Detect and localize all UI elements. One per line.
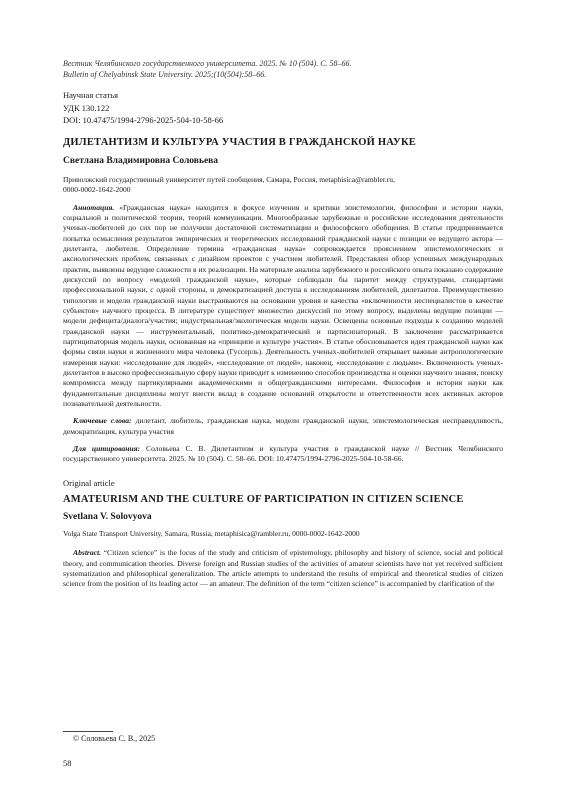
abstract-en-label: Abstract.	[73, 548, 102, 558]
keywords-ru-label: Ключевые слова:	[73, 416, 132, 426]
keywords-ru	[63, 416, 503, 437]
article-meta	[63, 89, 503, 127]
article-type: Научная статья	[63, 90, 119, 100]
abstract-ru	[63, 203, 503, 410]
footnote	[63, 731, 566, 744]
journal-citation-ru: Вестник Челябинского государственного университета. 2025. № 10 (504). С. 58–66.	[63, 59, 352, 68]
copyright-note: © Соловьева С. В., 2025	[73, 734, 156, 743]
affiliation-ru-line2: 0000-0002-1642-2000	[63, 185, 131, 194]
journal-header	[63, 58, 503, 80]
affiliation-ru-line1: Приволжский государственный университет путей сообщения, Самара, Россия, metaphisica@rambler.ru,	[63, 174, 395, 184]
udc-code: УДК 130.122	[63, 102, 110, 113]
journal-citation-en: Bulletin of Chelyabinsk State University. 2025;(10(504):58–66.	[63, 70, 267, 79]
article-type-en: Original article	[63, 477, 115, 488]
footnote-rule	[63, 731, 113, 732]
abstract-ru-text: «Гражданская наука» находится в фокусе изучения и критики эпистемологии, философии и истории науки, социальной и политической теории, теорий коммуникации. Многообразные зарубежные и российские исследования деятельности ученых-любителей до сих пор не получили достаточной систематизации и философского обобщения. В статье предпринимается попытка осмысления результатов эмпирических и теоретических исследований гражданской науки с позиции ее ведущего актора — дилетанта, любителя. Определение термина «гражданская наука» сопровождается прояснением эпистемологических и аксиологических проблем, связанных с дизайном проектов с участием любителей. Представлен обзор успешных международных практик, выявлены ведущие сложности в их реализации. На материале анализа зарубежного и российского опыта показано содержание дискуссий по вопросу «моделей гражданской науки», которые соблюдали бы паритет между структурами, стандартами профессиональной науки, с одной стороны, и демократизацией доступа к исследованиям любителей, дилетантов. Преимущественно типологии и модели гражданской науки выстраиваются на основании уровня и качества «включенности неспециалистов в качестве субъектов» научного процесса. В литературе существует множество дискуссий по этому вопросу, выделены ведущие позиции — модели дефицита/диалога/участия; индустриальная/экологическая модели науки. Освещены основные подходы к созданию моделей гражданской науки — инструментальный, политико-демократический и партисипаторный. В заключение рассматривается партиципаторная модель науки, основанная на «принципе и культуре участия». В статье обосновывается идея гражданской науки как формы связи науки и жизненного мира человека (Гуссерль). Деятельность ученых-любителей открывает важные антропологические измерения науки: «исследование для людей», «исследование от людей», наконец, «исследование с людьми». Включенность ученых-дилетантов в высоко профессиональную сферу науки приводит к изменению способов производства и оценки научного знания, поиску компромисса между партикулярными академическими и общегражданскими интересами. Философия и история науки как фундаментальные дисциплины могут внести вклад в создание оснований открытости и ответственности всех активных акторов познавательной деятельности.	[63, 202, 503, 409]
abstract-ru-label: Аннотация.	[73, 202, 115, 212]
doi: DOI: 10.47475/1994-2796-2025-504-10-58-66	[63, 115, 224, 125]
author-name-en: Svetlana V. Solovyova	[63, 511, 152, 522]
page-number: 58	[63, 758, 72, 768]
keywords-ru-text: дилетант, любитель, гражданская наука, модели гражданской науки, эпистемологическая несправедливость, демократизация, культура участия	[63, 416, 503, 436]
affiliation-ru	[63, 175, 503, 196]
article-title-ru: ДИЛЕТАНТИЗМ И КУЛЬТУРА УЧАСТИЯ В ГРАЖДАНСКОЙ НАУКЕ	[63, 136, 416, 148]
citation-ru	[63, 444, 503, 465]
citation-ru-text: Соловьева С. В. Дилетантизм и культура участия в гражданской науке // Вестник Челябинского государственного университета. 2025. № 10 (504). С. 58–66. DOI: 10.47475/1994-2796-2025-504-10-58-66.	[63, 444, 503, 464]
abstract-en-text: “Citizen science” is the focus of the study and criticism of epistemology, philosophy and history of science, social and political theory, and communication theories. Diverse foreign and Russian studies of the activities of amateur scientists have not yet received sufficient systematization and philosophical generalization. The article attempts to understand the results of empirical and theoretical studies of citizen science from the position of its leading actor — an amateur. The definition of the term “citizen science” is accompanied by clarification of the	[63, 548, 503, 589]
abstract-en	[63, 548, 503, 589]
citation-ru-label: Для цитирования:	[73, 444, 141, 454]
author-name-ru: Светлана Владимировна Соловьева	[63, 155, 219, 166]
article-title-en: AMATEURISM AND THE CULTURE OF PARTICIPATION IN CITIZEN SCIENCE	[63, 493, 464, 505]
affiliation-en: Volga State Transport University, Samara, Russia, metaphisica@rambler.ru, 0000-0002-1642-2000	[63, 528, 360, 538]
